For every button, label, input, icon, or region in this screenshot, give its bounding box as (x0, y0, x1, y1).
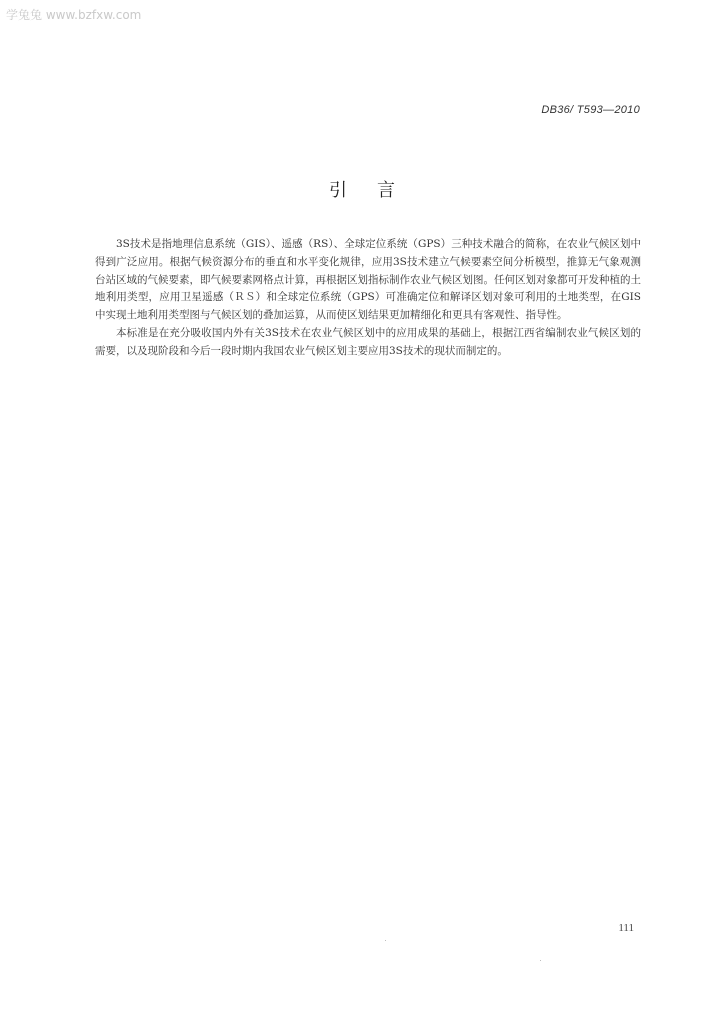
page-title: 引言 (329, 180, 425, 201)
page-number: 111 (618, 922, 634, 934)
scan-speck (540, 960, 541, 961)
document-code: DB36/ T593—2010 (541, 104, 640, 116)
scan-speck (385, 940, 386, 941)
paragraph-2: 本标准是在充分吸收国内外有关3S技术在农业气候区划中的应用成果的基础上，根据江西省编制农业气候区划的需要，以及现阶段和今后一段时期内我国农业气候区划主要应用3S技术的现状而制定的。 (95, 326, 641, 357)
paragraph-1: 3S技术是指地理信息系统（GIS）、遥感（RS）、全球定位系统（GPS）三种技术融合的简称，在农业气候区划中得到广泛应用。根据气候资源分布的垂直和水平变化规律，应用3S技术建立气候要素空间分析模型，推算无气象观测台站区域的气候要素，即气候要素网格点计算，再根据区划指标制作农业气候区划图。任何区划对象都可开发种植的土地利用类型，应用卫星遥感（ＲＳ）和全球定位系统（GPS）可准确定位和解译区划对象可利用的土地类型，在GIS中实现土地利用类型图与气候区划的叠加运算，从而使区划结果更加精细化和更具有客观性、指导性。 (95, 238, 641, 322)
introduction-body (95, 236, 641, 361)
site-watermark: 学兔兔 www.bzfxw.com (6, 8, 142, 22)
